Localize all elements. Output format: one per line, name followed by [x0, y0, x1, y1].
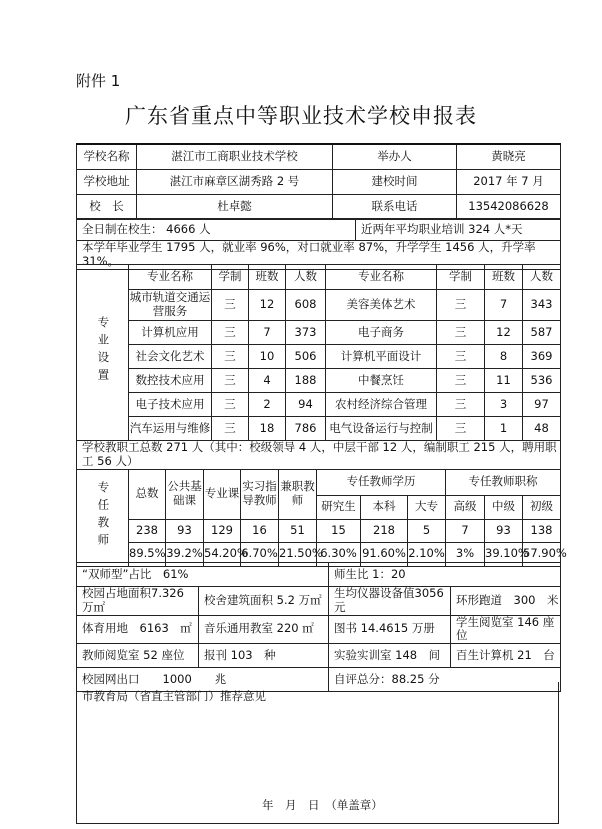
major-cell: 506	[286, 345, 326, 369]
count-cell: 5	[408, 519, 446, 542]
major-name: 城市轨道交通运营服务	[129, 290, 212, 321]
major-cell: 48	[523, 417, 561, 441]
major-name: 农村经济综合管理	[326, 393, 437, 417]
major-row	[77, 345, 561, 369]
periodicals: 报刊 103 种	[199, 644, 329, 668]
major-cell: 536	[523, 369, 561, 393]
major-cell: 8	[485, 345, 523, 369]
library-books: 图书 14.4615 万册	[329, 615, 451, 644]
major-header: 学制	[437, 265, 485, 290]
training-text: 近两年平均职业培训 324 人*天	[356, 219, 561, 241]
major-cell: 188	[286, 369, 326, 393]
ratio-cell: 6.30%	[317, 542, 361, 566]
major-cell: 369	[523, 345, 561, 369]
self-eval-score: 自评总分：88.25 分	[329, 668, 561, 692]
ratio-cell: 6.70%	[241, 542, 279, 566]
major-cell: 7	[249, 321, 286, 345]
staff-header-intern: 实习指导教师	[241, 469, 279, 519]
recommendation-label: 市教育局（省直主管部门）推荐意见	[82, 689, 266, 703]
teacher-reading-room: 教师阅览室 52 座位	[77, 644, 199, 668]
title-sub: 中级	[485, 495, 523, 519]
equipment-value: 生均仪器设备值3056 元	[329, 587, 451, 616]
sponsor-label: 举办人	[333, 144, 457, 169]
count-cell: 129	[204, 519, 241, 542]
major-cell: 三	[437, 393, 485, 417]
training-labs: 实验实训室 148 间	[329, 644, 451, 668]
running-track: 环形跑道 300 米	[451, 587, 561, 616]
address-label: 学校地址	[77, 169, 137, 194]
major-cell: 7	[485, 290, 523, 321]
major-cell: 三	[437, 321, 485, 345]
major-name: 中餐烹饪	[326, 369, 437, 393]
ratio-cell: 21.50%	[279, 542, 317, 566]
staff-header-public: 公共基础课	[166, 469, 204, 519]
enrollment-text: 全日制在校生： 4666 人	[77, 219, 356, 241]
count-cell: 218	[361, 519, 408, 542]
school-name-value: 湛江市工商职业技术学校	[137, 144, 333, 169]
major-row	[77, 321, 561, 345]
ratio-cell: 57.90%	[523, 542, 561, 566]
staff-header-total: 总数	[129, 469, 166, 519]
graduation-text: 本学年毕业学生 1795 人，就业率 96%，对口就业率 87%，升学学生 1456 人，升学率 31%。	[77, 241, 561, 270]
date-seal-line: 年 月 日 （单盖章）	[262, 798, 383, 812]
major-cell: 97	[523, 393, 561, 417]
major-name: 电子技术应用	[129, 393, 212, 417]
ratio-cell: 39.10%	[485, 542, 523, 566]
staff-header-title: 专任教师职称	[446, 469, 561, 495]
ratio-cell: 3%	[446, 542, 485, 566]
count-cell: 7	[446, 519, 485, 542]
sports-area: 体育用地 6163 ㎡	[77, 615, 199, 644]
major-cell: 94	[286, 393, 326, 417]
major-cell: 11	[485, 369, 523, 393]
major-header: 学制	[212, 265, 249, 290]
majors-section-label: 专业设置	[77, 265, 129, 441]
ratio-cell: 89.5%	[129, 542, 166, 566]
founded-value: 2017 年 7 月	[457, 169, 561, 194]
phone-value: 13542086628	[457, 194, 561, 219]
major-cell: 3	[485, 393, 523, 417]
major-name: 数控技术应用	[129, 369, 212, 393]
major-name: 汽车运用与维修	[129, 417, 212, 441]
degree-sub: 研究生	[317, 495, 361, 519]
staff-header-part-time: 兼职教师	[279, 469, 317, 519]
count-cell: 93	[166, 519, 204, 542]
major-header: 人数	[523, 265, 561, 290]
count-cell: 93	[485, 519, 523, 542]
major-cell: 三	[212, 321, 249, 345]
address-value: 湛江市麻章区湖秀路 2 号	[137, 169, 333, 194]
attachment-label: 附件 1	[76, 72, 121, 90]
title-sub: 高级	[446, 495, 485, 519]
ratio-cell: 54.20%	[204, 542, 241, 566]
major-row	[77, 393, 561, 417]
major-cell: 三	[212, 393, 249, 417]
ratio-cell: 39.2%	[166, 542, 204, 566]
staff-counts-row	[77, 519, 561, 542]
major-name: 计算机平面设计	[326, 345, 437, 369]
major-cell: 2	[249, 393, 286, 417]
count-cell: 51	[279, 519, 317, 542]
music-room: 音乐通用教室 220 ㎡	[199, 615, 329, 644]
degree-sub: 大专	[408, 495, 446, 519]
major-header: 班数	[485, 265, 523, 290]
major-cell: 587	[523, 321, 561, 345]
principal-label: 校 长	[77, 194, 137, 219]
sponsor-value: 黄晓亮	[457, 144, 561, 169]
major-name: 社会文化艺术	[129, 345, 212, 369]
degree-sub: 本科	[361, 495, 408, 519]
teacher-student-ratio: 师生比 1：20	[329, 563, 561, 587]
major-cell: 12	[485, 321, 523, 345]
staff-header-major: 专业课	[204, 469, 241, 519]
major-cell: 1	[485, 417, 523, 441]
recommendation-box	[76, 682, 559, 824]
major-cell: 三	[212, 369, 249, 393]
network-bandwidth: 校园网出口 1000 兆	[77, 668, 329, 692]
staff-header-degree: 专任教师学历	[317, 469, 446, 495]
count-cell: 138	[523, 519, 561, 542]
major-cell: 786	[286, 417, 326, 441]
major-cell: 三	[437, 417, 485, 441]
major-cell: 三	[437, 369, 485, 393]
facilities-table	[76, 562, 561, 692]
major-header: 人数	[286, 265, 326, 290]
major-cell: 4	[249, 369, 286, 393]
count-cell: 238	[129, 519, 166, 542]
building-area: 校舍建筑面积 5.2 万㎡	[199, 587, 329, 616]
major-cell: 343	[523, 290, 561, 321]
major-row	[77, 417, 561, 441]
major-cell: 373	[286, 321, 326, 345]
major-name: 计算机应用	[129, 321, 212, 345]
staff-table	[76, 440, 567, 567]
major-cell: 三	[212, 417, 249, 441]
major-cell: 12	[249, 290, 286, 321]
count-cell: 15	[317, 519, 361, 542]
major-row	[77, 369, 561, 393]
major-header: 班数	[249, 265, 286, 290]
computers-per-hundred: 百生计算机 21 台	[451, 644, 561, 668]
title-sub: 初级	[523, 495, 561, 519]
basic-info-table	[76, 143, 561, 220]
campus-area: 校园占地面积7.326 万㎡	[77, 587, 199, 616]
major-header: 专业名称	[129, 265, 212, 290]
major-cell: 三	[212, 290, 249, 321]
staff-section-label: 专任教师	[77, 469, 129, 566]
phone-label: 联系电话	[333, 194, 457, 219]
major-name: 电子商务	[326, 321, 437, 345]
majors-table	[76, 264, 561, 441]
major-header: 专业名称	[326, 265, 437, 290]
page-title: 广东省重点中等职业技术学校申报表	[125, 104, 477, 128]
major-cell: 18	[249, 417, 286, 441]
major-name: 电气设备运行与控制	[326, 417, 437, 441]
staff-summary: 学校教职工总数 271 人（其中：校级领导 4 人，中层干部 12 人，编制职工 215 人，聘用职工 56 人）	[77, 441, 561, 470]
major-name: 美容美体艺术	[326, 290, 437, 321]
founded-label: 建校时间	[333, 169, 457, 194]
school-name-label: 学校名称	[77, 144, 137, 169]
enrollment-table	[76, 218, 561, 270]
principal-value: 杜卓懿	[137, 194, 333, 219]
dual-teacher-ratio: “双师型”占比 61%	[77, 563, 329, 587]
student-reading-room: 学生阅览室 146 座位	[451, 615, 561, 644]
count-cell: 16	[241, 519, 279, 542]
major-cell: 三	[437, 345, 485, 369]
major-cell: 608	[286, 290, 326, 321]
major-row	[77, 290, 561, 321]
major-cell: 三	[212, 345, 249, 369]
ratio-cell: 91.60%	[361, 542, 408, 566]
ratio-cell: 2.10%	[408, 542, 446, 566]
major-cell: 10	[249, 345, 286, 369]
major-cell: 三	[437, 290, 485, 321]
